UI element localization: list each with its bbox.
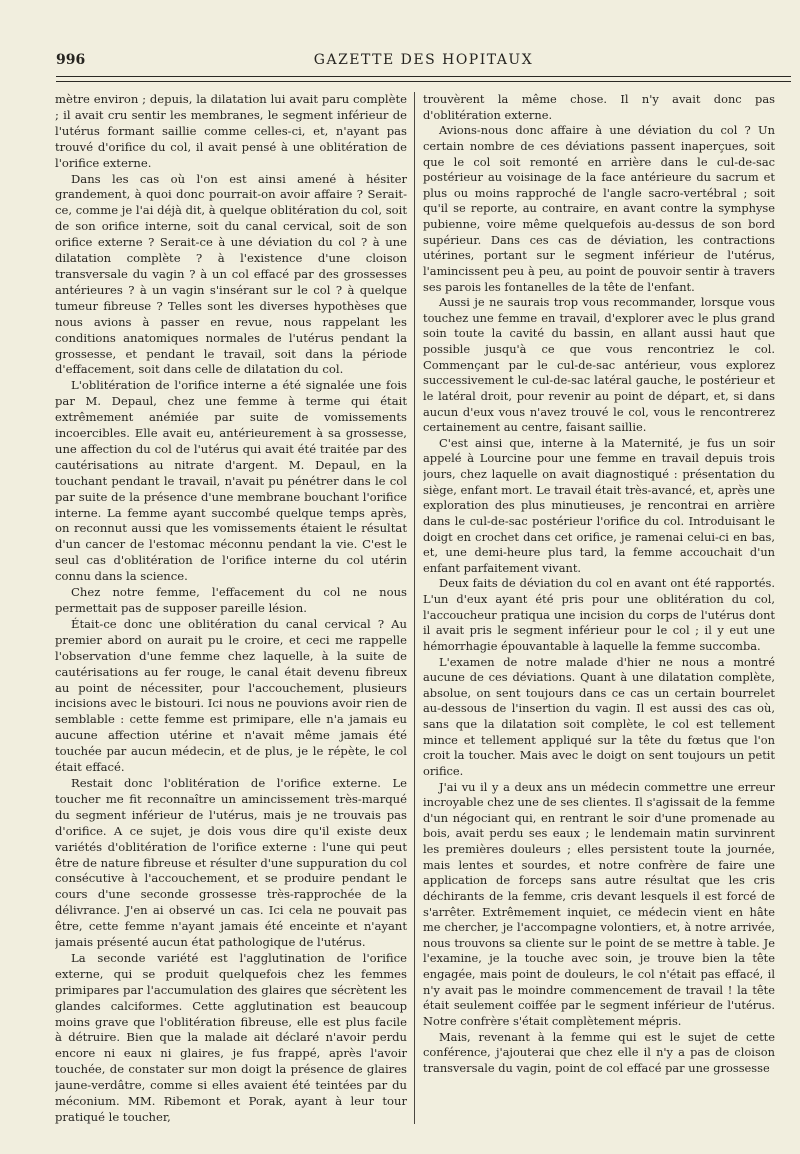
- page-number: 996: [56, 52, 86, 68]
- paragraph: trouvèrent la même chose. Il n'y avait donc pas d'oblitération externe.: [423, 92, 775, 122]
- paragraph: Dans les cas où l'on est ainsi amené à hésiter grandement, à quoi donc pourrait-on avoir affaire ? Serait-ce, comme je l'ai déjà dit, à quelque oblitération du col, soit de son orifice interne, soit du canal cervical, soit de son orifice externe ? Serait-ce à une déviation du col ? à une dilatation complète ? à l'existence d'une cloison transversale du vagin ? à un col effacé par des grossesses antérieures ? à un vagin s'insérant sur le col ? à quelque tumeur fibreuse ? Telles sont les diverses hypothèses que nous avions à passer en revue, nous rappelant les conditions anatomiques normales de l'utérus pendant la grossesse, et pendant le travail, soit dans la période d'effacement, soit dans celle de dilatation du col.: [55, 171, 407, 377]
- paragraph: L'examen de notre malade d'hier ne nous a montré aucune de ces déviations. Quant à une dilatation complète, absolue, on sent toujours dans ce cas un certain bourrelet au-dessous de l'insertion du vagin. Il est aussi des cas où, sans que la dilatation soit complète, le col est tellement mince et tellement appliqué sur la tête du fœtus que l'on croit la toucher. Mais avec le doigt on sent toujours un petit orifice.: [423, 654, 775, 778]
- column-divider: [414, 92, 415, 1124]
- paragraph: C'est ainsi que, interne à la Maternité, je fus un soir appelé à Lourcine pour une femme en travail depuis trois jours, chez laquelle on avait diagnostiqué : présentation du siège, enfant mort. Le travail était très-avancé, et, après une exploration des plus minutieuses, je rencontrai en arrière dans le cul-de-sac postérieur l'orifice du col. Introduisant le doigt en crochet dans cet orifice, je ramenai celui-ci en bas, et, une demi-heure plus tard, la femme accouchait d'un enfant parfaitement vivant.: [423, 435, 775, 575]
- header-rule-top: [56, 76, 791, 77]
- paragraph: Était-ce donc une oblitération du canal cervical ? Au premier abord on aurait pu le croire, et ceci me rappelle l'observation d'une femme chez laquelle, à la suite de cautérisations au fer rouge, le canal était devenu fibreux au point de nécessiter, pour l'accouchement, plusieurs incisions avec le bistouri. Ici nous ne pouvions avoir rien de semblable : cette femme est primipare, elle n'a jamais eu aucune affection utérine et n'avait même jamais été touchée par aucun médecin, et de plus, je le répète, le col était effacé.: [55, 616, 407, 775]
- paragraph: La seconde variété est l'agglutination de l'orifice externe, qui se produit quelquefois chez les femmes primipares par l'accumulation des glaires que sécrètent les glandes calciformes. Cette agglutination est beaucoup moins grave que l'oblitération fibreuse, elle est plus facile à détruire. Bien que la malade ait déclaré n'avoir perdu encore ni eaux ni glaires, je fus frappé, après l'avoir touchée, de constater sur mon doigt la présence de glaires jaune-verdâtre, comme si elles avaient été teintées par du méconium. MM. Ribemont et Porak, ayant à leur tour pratiqué le toucher,: [55, 950, 407, 1124]
- paragraph: Deux faits de déviation du col en avant ont été rapportés. L'un d'eux ayant été pris pour une oblitération du col, l'accoucheur pratiqua une incision du corps de l'utérus dont il avait pris le segment inférieur pour le col ; il y eut une hémorrhagie épouvantable à laquelle la femme succomba.: [423, 576, 775, 653]
- paragraph: Chez notre femme, l'effacement du col ne nous permettait pas de supposer pareille lésion.: [55, 585, 407, 615]
- left-column: [55, 92, 407, 1132]
- header-rule-bottom: [56, 81, 791, 82]
- paragraph: J'ai vu il y a deux ans un médecin commettre une erreur incroyable chez une de ses clientes. Il s'agissait de la femme d'un négociant qui, en rentrant le soir d'une promenade au bois, avait perdu ses eaux ; le lendemain matin survinrent les premières douleurs ; elles persistent toute la journée, mais lentes et sourdes, et notre confrère de faire une application de forceps sans autre résultat que les cris déchirants de la femme, cris devant lesquels il est forcé de s'arrêter. Extrêmement inquiet, ce médecin vient en hâte me chercher, je l'accompagne volontiers, et, à notre arrivée, nous trouvons sa cliente sur le point de se mettre à table. Je l'examine, je la touche avec soin, je trouve bien la tête engagée, mais point de douleurs, le col n'était pas effacé, il n'y avait pas le moindre commencement de travail ! la tête était seulement coiffée par le segment inférieur de l'utérus. Notre confrère s'était complètement mépris.: [423, 779, 775, 1028]
- paragraph: Aussi je ne saurais trop vous recommander, lorsque vous touchez une femme en travail, d'explorer avec le plus grand soin toute la cavité du bassin, en allant aussi haut que possible jusqu'à ce que vous rencontriez le col. Commençant par le cul-de-sac antérieur, vous explorez successivement le cul-de-sac latéral gauche, le postérieur et le latéral droit, pour revenir au point de départ, et, si dans aucun d'eux vous n'avez trouvé le col, vous le rencontrerez certainement au centre, faisant saillie.: [423, 295, 775, 435]
- paragraph: L'oblitération de l'orifice interne a été signalée une fois par M. Depaul, chez une femme à terme qui était extrêmement anémiée par suite de vomissements incoercibles. Elle avait eu, antérieurement à sa grossesse, une affection du col de l'utérus qui avait été traitée par des cautérisations au nitrate d'argent. M. Depaul, en la touchant pendant le travail, n'avait pu pénétrer dans le col par suite de la présence d'une membrane bouchant l'orifice interne. La femme ayant succombé quelque temps après, on reconnut aussi que les vomissements étaient le résultat d'un cancer de l'estomac méconnu pendant la vie. C'est le seul cas d'oblitération de l'orifice interne du col utérin connu dans la science.: [55, 378, 407, 584]
- page-header: [56, 46, 791, 68]
- paragraph: Avions-nous donc affaire à une déviation du col ? Un certain nombre de ces déviations passent inaperçues, soit que le col soit remonté en arrière dans le cul-de-sac postérieur au voisinage de la face antérieure du sacrum et plus ou moins rapproché de l'angle sacro-vertébral ; soit qu'il se reporte, au contraire, en avant contre la symphyse pubienne, voire même quelquefois au-dessus de son bord supérieur. Dans ces cas de déviation, les contractions utérines, portant sur le segment inférieur de l'utérus, l'amincissent peu à peu, au point de pouvoir sentir à travers ses parois les fontanelles de la tête de l'enfant.: [423, 123, 775, 294]
- paragraph: Mais, revenant à la femme qui est le sujet de cette conférence, j'ajouterai que chez elle il n'y a pas de cloison transversale du vagin, point de col effacé par une grossesse: [423, 1029, 775, 1075]
- journal-title: GAZETTE DES HOPITAUX: [313, 52, 534, 68]
- paragraph: Restait donc l'oblitération de l'orifice externe. Le toucher me fit reconnaître un amincissement très-marqué du segment inférieur de l'utérus, mais je ne trouvais pas d'orifice. A ce sujet, je dois vous dire qu'il existe deux variétés d'oblitération de l'orifice externe : l'une qui peut être de nature fibreuse et résulter d'une suppuration du col consécutive à l'accouchement, et se produire pendant le cours d'une seconde grossesse très-rapprochée de la délivrance. J'en ai observé un cas. Ici cela ne pouvait pas être, cette femme n'ayant jamais été enceinte et n'ayant jamais présenté aucun état pathologique de l'utérus.: [55, 775, 407, 950]
- right-column: [423, 92, 775, 1132]
- paragraph: mètre environ ; depuis, la dilatation lui avait paru complète ; il avait cru sentir les membranes, le segment inférieur de l'utérus formant saillie comme celles-ci, et, n'ayant pas trouvé d'orifice du col, il avait pensé à une oblitération de l'orifice externe.: [55, 92, 407, 170]
